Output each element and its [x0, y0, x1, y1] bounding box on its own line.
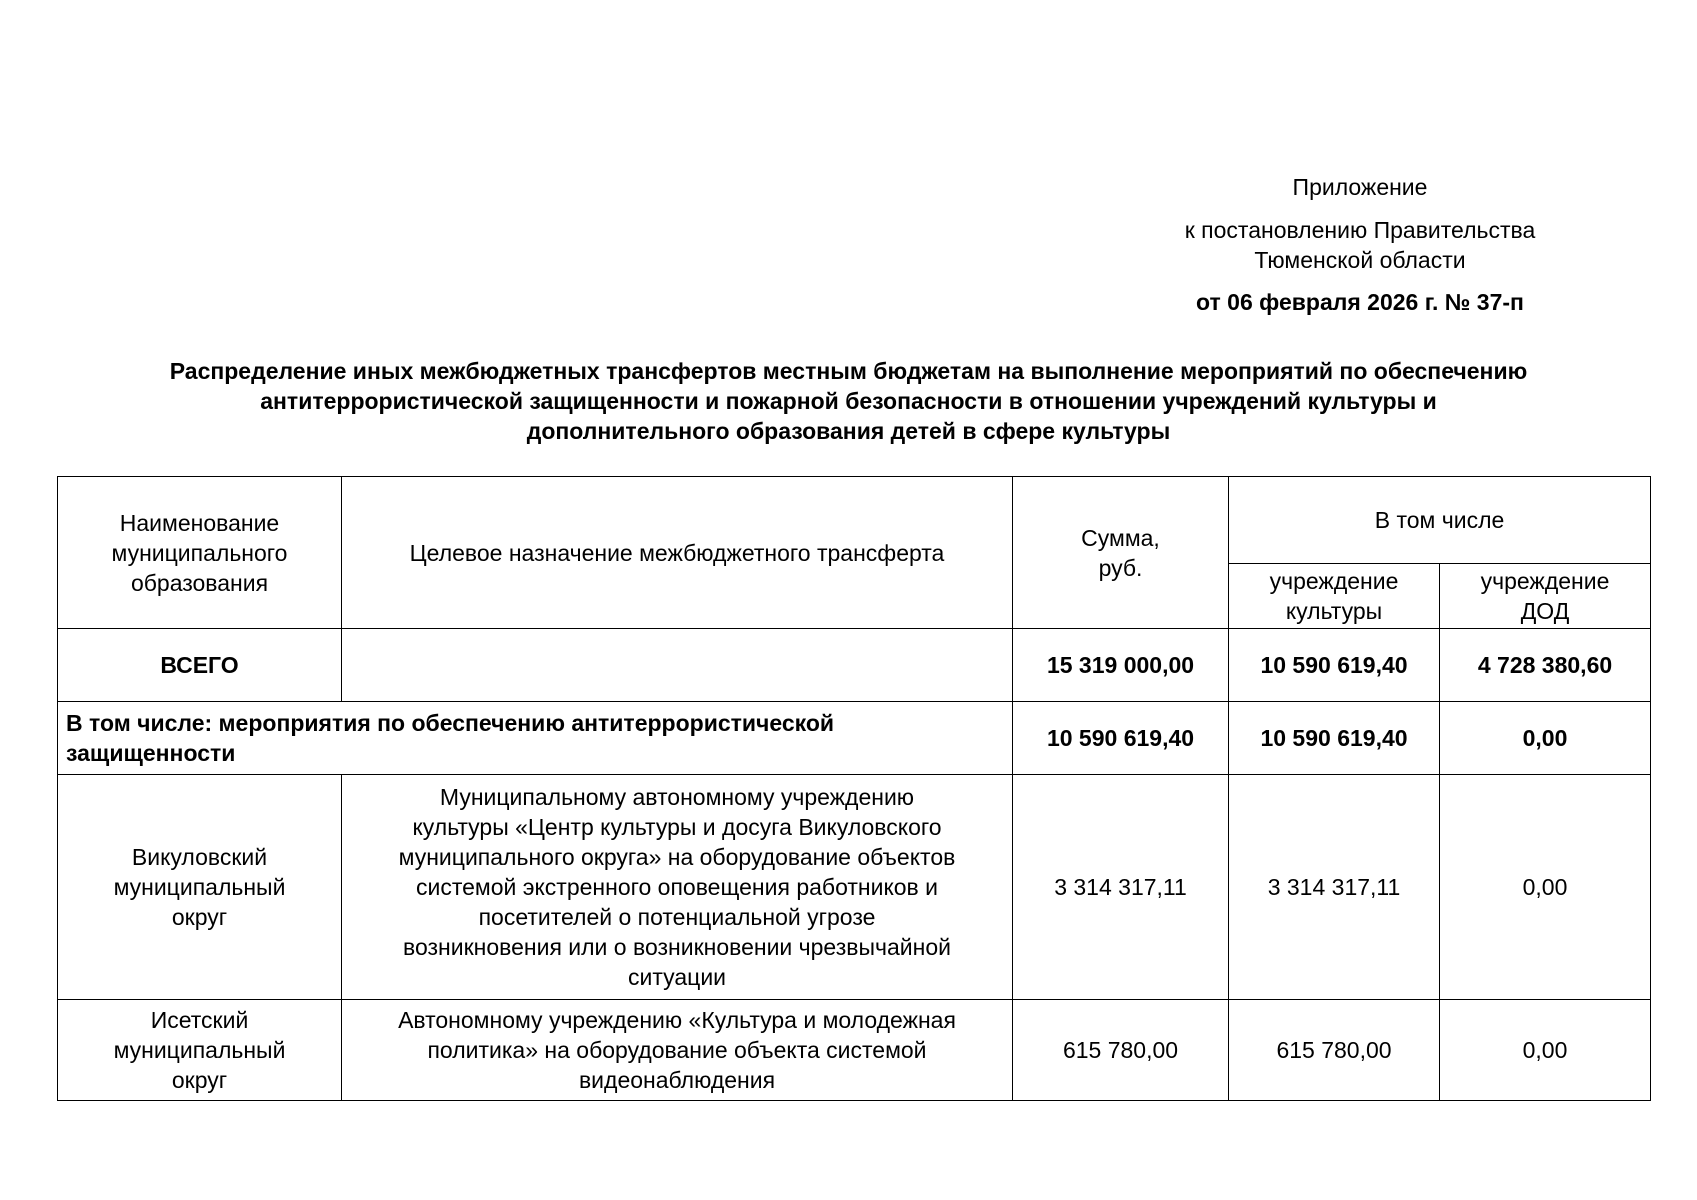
header-municipality: Наименование муниципального образования — [58, 477, 342, 629]
transfer-purpose: Автономному учреждению «Культура и молодежная политика» на оборудование объекта системой видеонаблюдения — [342, 1000, 1013, 1101]
row-culture: 615 780,00 — [1229, 1000, 1440, 1101]
municipality-name: Викуловский муниципальный округ — [58, 775, 342, 1000]
row-sum: 615 780,00 — [1013, 1000, 1229, 1101]
subtotal-dod: 0,00 — [1440, 702, 1651, 775]
subtotal-label: В том числе: мероприятия по обеспечению антитеррористической защищенности — [58, 702, 1013, 775]
total-sum: 15 319 000,00 — [1013, 629, 1229, 702]
document-title-line: дополнительного образования детей в сфере культуры — [526, 418, 1171, 444]
row-dod: 0,00 — [1440, 1000, 1651, 1101]
total-dod: 4 728 380,60 — [1440, 629, 1651, 702]
row-sum: 3 314 317,11 — [1013, 775, 1229, 1000]
header-including: В том числе — [1229, 477, 1651, 564]
table-row-total — [58, 629, 1651, 702]
header-culture-institution: учреждение культуры — [1229, 564, 1440, 629]
document-title-line: Распределение иных межбюджетных трансфертов местным бюджетам на выполнение мероприятий по обеспечению — [169, 358, 1528, 384]
row-dod: 0,00 — [1440, 775, 1651, 1000]
transfers-table — [57, 476, 1651, 1101]
municipality-name: Исетский муниципальный округ — [58, 1000, 342, 1101]
document-title — [40, 356, 1657, 446]
table-row — [58, 775, 1651, 1000]
document-title-line: антитеррористической защищенности и пожарной безопасности в отношении учреждений культуры и — [260, 388, 1437, 414]
row-culture: 3 314 317,11 — [1229, 775, 1440, 1000]
table-row-subtotal — [58, 702, 1651, 775]
appendix-title: Приложение — [1292, 174, 1428, 200]
header-sum: Сумма, руб. — [1013, 477, 1229, 629]
appendix-reference-line: к постановлению Правительства — [1184, 217, 1536, 243]
appendix-date-number: от 06 февраля 2026 г. № 37-п — [1196, 289, 1524, 315]
header-purpose: Целевое назначение межбюджетного трансферта — [342, 477, 1013, 629]
total-culture: 10 590 619,40 — [1229, 629, 1440, 702]
subtotal-sum: 10 590 619,40 — [1013, 702, 1229, 775]
subtotal-culture: 10 590 619,40 — [1229, 702, 1440, 775]
total-label: ВСЕГО — [58, 629, 342, 702]
total-purpose-empty — [342, 629, 1013, 702]
table-header-row — [58, 477, 1651, 564]
table-row — [58, 1000, 1651, 1101]
transfer-purpose: Муниципальному автономному учреждению культуры «Центр культуры и досуга Викуловского муниципального округа» на оборудование объектов системой экстренного оповещения работников и посетителей о потенциальной угрозе возникновения или о возникновении чрезвычайной ситуации — [342, 775, 1013, 1000]
appendix-region-line: Тюменской области — [1254, 247, 1466, 273]
header-dod-institution: учреждение ДОД — [1440, 564, 1651, 629]
